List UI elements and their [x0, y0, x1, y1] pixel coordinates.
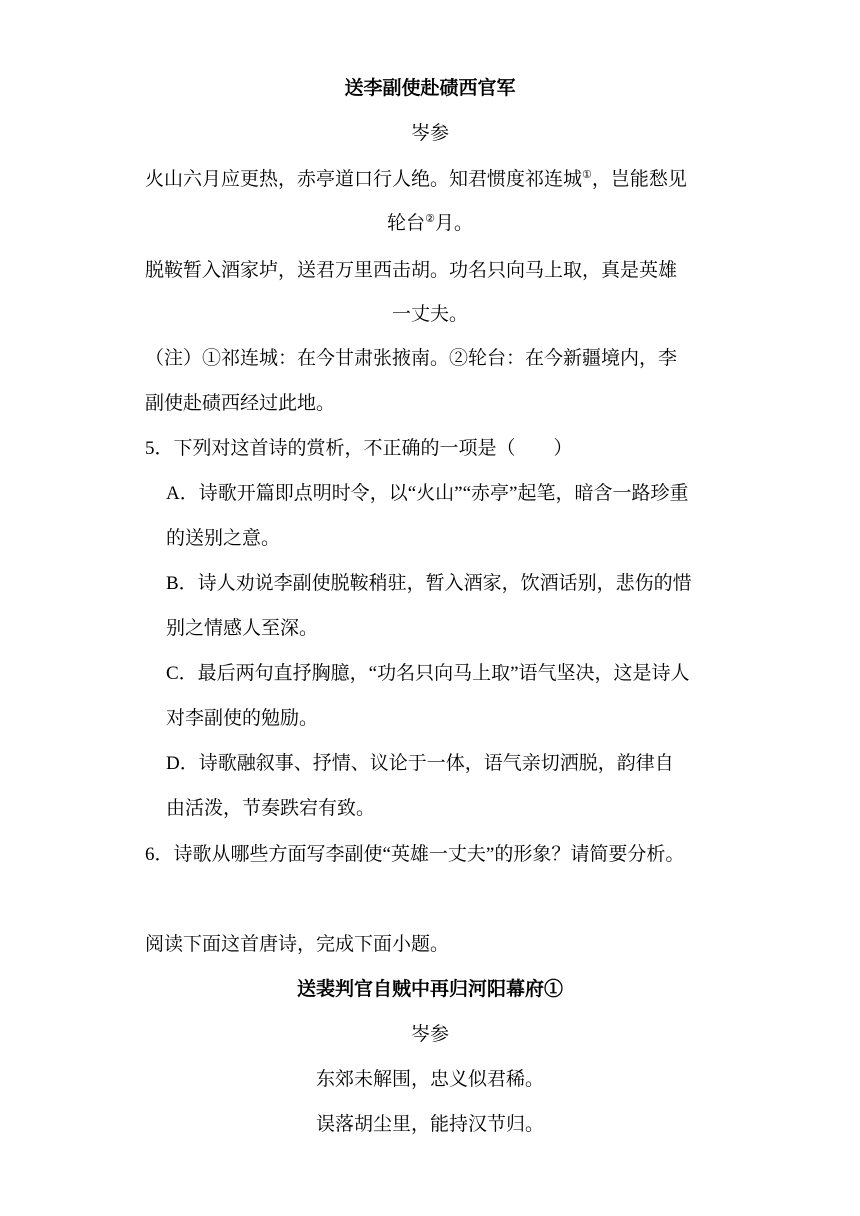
footnote-mark-2: ②	[425, 212, 435, 225]
option-d-line-1: D．诗歌融叙事、抒情、议论于一体，语气亲切洒脱，韵律自	[166, 753, 674, 774]
poem1-title: 送李副使赴碛西官军	[344, 77, 516, 99]
poem2-line-2: 误落胡尘里，能持汉节归。	[315, 1113, 544, 1135]
poem2-author: 岑参	[410, 1023, 449, 1045]
poem1-line-2-text: 轮台	[387, 212, 426, 234]
poem1-line-2-tail: 月。	[434, 212, 473, 234]
option-d-line-2: 由活泼，节奏跌宕有致。	[166, 798, 376, 819]
question-5-stem: 5．下列对这首诗的赏析，不正确的一项是（ ）	[145, 438, 573, 459]
poem1-line-1-text: 火山六月应更热，赤亭道口行人绝。知君惯度祁连城	[145, 168, 583, 190]
poem1-note-line-1: （注）①祁连城：在今甘肃张掖南。②轮台：在今新疆境内，李	[145, 348, 678, 369]
poem1-line-1	[145, 166, 687, 192]
poem1-line-1-tail: ，岂能愁见	[591, 168, 687, 190]
option-b-line-1: B．诗人劝说李副使脱鞍稍驻，暂入酒家，饮酒话别，悲伤的惜	[166, 573, 692, 594]
option-c-line-1: C．最后两句直抒胸臆，“功名只向马上取”语气坚决，这是诗人	[166, 663, 690, 684]
footnote-mark-1: ①	[582, 168, 592, 181]
poem1-line-2	[0, 210, 860, 236]
option-c-line-2: 对李副使的勉励。	[166, 708, 319, 729]
poem2-title: 送裴判官自贼中再归河阳幕府①	[296, 978, 563, 1000]
poem1-line-4: 一丈夫。	[391, 303, 468, 325]
option-a-line-2: 的送别之意。	[166, 528, 281, 549]
question-6-stem: 6．诗歌从哪些方面写李副使“英雄一丈夫”的形象？请简要分析。	[145, 844, 685, 865]
option-a-line-1: A．诗歌开篇即点明时令，以“火山”“赤亭”起笔，暗含一路珍重	[166, 483, 689, 504]
poem1-line-3: 脱鞍暂入酒家垆，送君万里西击胡。功名只向马上取，真是英雄	[145, 259, 678, 281]
poem1-note-line-2: 副使赴碛西经过此地。	[145, 393, 336, 414]
option-b-line-2: 别之情感人至深。	[166, 618, 319, 639]
poem1-author: 岑参	[410, 122, 449, 144]
poem2-line-1: 东郊未解围，忠义似君稀。	[315, 1068, 544, 1090]
section2-intro: 阅读下面这首唐诗，完成下面小题。	[145, 934, 450, 955]
